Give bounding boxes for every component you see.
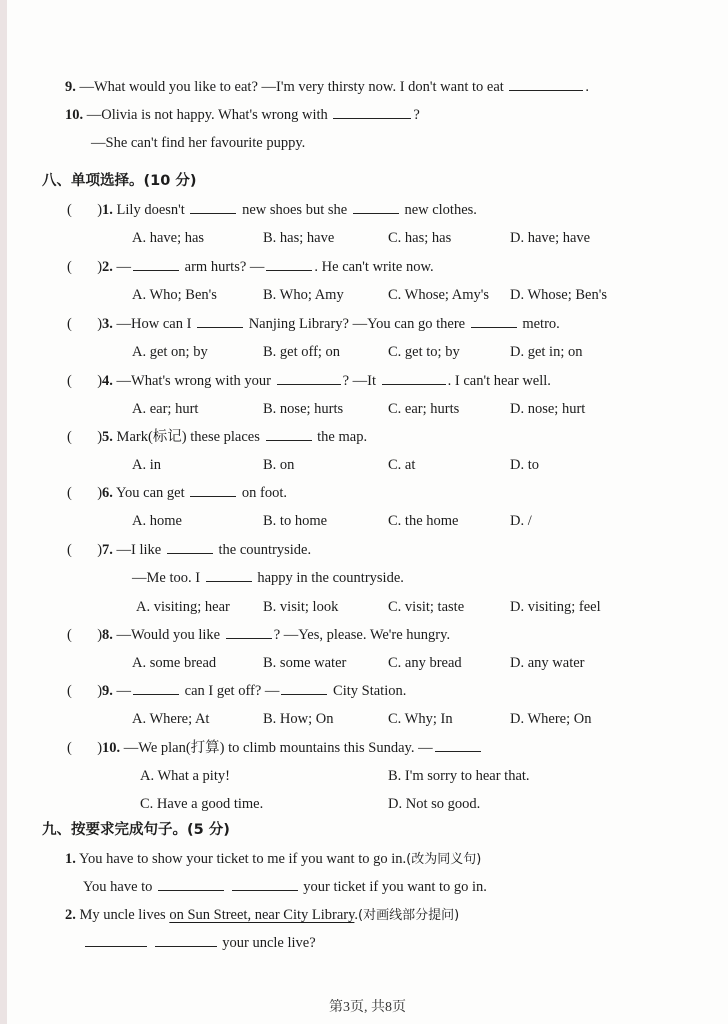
answer-paren[interactable]: ( ) <box>67 485 103 501</box>
answer-blank <box>266 258 312 271</box>
answer-paren[interactable]: ( ) <box>67 740 103 756</box>
option-b[interactable]: B. to home <box>263 513 328 529</box>
option-b[interactable]: B. some water <box>263 655 347 671</box>
option-a[interactable]: A. have; has <box>132 230 205 246</box>
question-7: ( )7. —I like the countryside. <box>67 542 312 558</box>
option-b[interactable]: B. get off; on <box>263 344 341 360</box>
answer-blank <box>435 739 481 752</box>
worksheet-page <box>7 0 728 1024</box>
option-d[interactable]: D. get in; on <box>510 344 583 360</box>
answer-blank <box>206 569 252 582</box>
prev-item-10-reply: —She can't find her favourite puppy. <box>91 135 306 151</box>
option-c[interactable]: C. Have a good time. <box>140 796 264 812</box>
answer-paren[interactable]: ( ) <box>67 373 103 389</box>
answer-blank <box>382 372 446 385</box>
answer-paren[interactable]: ( ) <box>67 627 103 643</box>
answer-blank <box>167 541 213 554</box>
option-a[interactable]: A. Who; Ben's <box>132 287 217 303</box>
answer-blank <box>133 682 179 695</box>
question-4: ( )4. —What's wrong with your ? —It . I can't hear well. <box>67 373 551 389</box>
question-5: ( )5. Mark(标记) these places the map. <box>67 429 368 445</box>
sentence-2: 2. My uncle lives on Sun Street, near City Library.(对画线部分提问) <box>65 907 460 923</box>
question-8: ( )8. —Would you like ? —Yes, please. We're hungry. <box>67 627 451 643</box>
option-a[interactable]: A. in <box>132 457 161 473</box>
answer-blank[interactable] <box>232 878 298 891</box>
answer-blank <box>190 201 236 214</box>
option-a[interactable]: A. some bread <box>132 655 217 671</box>
option-c[interactable]: C. ear; hurts <box>388 401 460 417</box>
option-d[interactable]: D. have; have <box>510 230 591 246</box>
option-d[interactable]: D. any water <box>510 655 585 671</box>
answer-paren[interactable]: ( ) <box>67 542 103 558</box>
option-d[interactable]: D. / <box>510 513 532 529</box>
answer-blank[interactable] <box>155 934 217 947</box>
option-a[interactable]: A. home <box>132 513 182 529</box>
option-b[interactable]: B. has; have <box>263 230 335 246</box>
answer-blank <box>197 315 243 328</box>
section-8-title: 八、单项选择。(10 分) <box>42 173 197 189</box>
option-c[interactable]: C. get to; by <box>388 344 460 360</box>
question-6: ( )6. You can get on foot. <box>67 485 287 501</box>
answer-blank <box>226 626 272 639</box>
option-b[interactable]: B. nose; hurts <box>263 401 344 417</box>
prev-item-10: 10. —Olivia is not happy. What's wrong with ? <box>65 107 420 123</box>
option-a[interactable]: A. visiting; hear <box>136 599 230 615</box>
option-c[interactable]: C. any bread <box>388 655 462 671</box>
question-10: ( )10. —We plan(打算) to climb mountains this Sunday. — <box>67 739 483 757</box>
option-d[interactable]: D. Whose; Ben's <box>510 287 607 303</box>
question-9: ( )9. — can I get off? — City Station. <box>67 683 407 699</box>
option-b[interactable]: B. How; On <box>263 711 334 727</box>
option-b[interactable]: B. Who; Amy <box>263 287 344 303</box>
option-a[interactable]: A. What a pity! <box>140 768 230 784</box>
sentence-2-answer: your uncle live? <box>83 934 316 952</box>
question-1: ( )1. Lily doesn't new shoes but she new clothes. <box>67 202 477 218</box>
sentence-1: 1. You have to show your ticket to me if you want to go in.(改为同义句) <box>65 851 482 867</box>
answer-paren[interactable]: ( ) <box>67 429 103 445</box>
answer-blank[interactable] <box>509 78 583 91</box>
answer-blank[interactable] <box>85 934 147 947</box>
answer-paren[interactable]: ( ) <box>67 316 103 332</box>
answer-paren[interactable]: ( ) <box>67 202 103 218</box>
option-b[interactable]: B. I'm sorry to hear that. <box>388 768 530 784</box>
option-c[interactable]: C. has; has <box>388 230 452 246</box>
answer-paren[interactable]: ( ) <box>67 683 103 699</box>
question-2: ( )2. — arm hurts? — . He can't write now. <box>67 259 434 275</box>
sentence-1-answer: You have to your ticket if you want to go in. <box>83 879 487 895</box>
option-c[interactable]: C. Whose; Amy's <box>388 287 490 303</box>
page-number: 第3页, 共8页 <box>329 1000 406 1015</box>
answer-blank[interactable] <box>158 878 224 891</box>
question-7-reply: —Me too. I happy in the countryside. <box>132 570 404 586</box>
section-9-title: 九、按要求完成句子。(5 分) <box>42 822 230 838</box>
option-c[interactable]: C. visit; taste <box>388 599 465 615</box>
option-c[interactable]: C. Why; In <box>388 711 453 727</box>
answer-blank <box>190 484 236 497</box>
answer-blank <box>266 428 312 441</box>
option-d[interactable]: D. Where; On <box>510 711 592 727</box>
option-c[interactable]: C. the home <box>388 513 459 529</box>
option-b[interactable]: B. visit; look <box>263 599 339 615</box>
option-b[interactable]: B. on <box>263 457 295 473</box>
answer-blank <box>133 258 179 271</box>
option-a[interactable]: A. get on; by <box>132 344 208 360</box>
option-c[interactable]: C. at <box>388 457 416 473</box>
answer-blank <box>281 682 327 695</box>
option-d[interactable]: D. nose; hurt <box>510 401 586 417</box>
option-d[interactable]: D. to <box>510 457 539 473</box>
option-a[interactable]: A. ear; hurt <box>132 401 199 417</box>
answer-blank <box>353 201 399 214</box>
underlined-phrase: on Sun Street, near City Library <box>169 907 355 923</box>
answer-blank[interactable] <box>333 106 411 119</box>
prev-item-9: 9. —What would you like to eat? —I'm very thirsty now. I don't want to eat . <box>65 79 590 95</box>
answer-paren[interactable]: ( ) <box>67 259 103 275</box>
option-a[interactable]: A. Where; At <box>132 711 210 727</box>
answer-blank <box>471 315 517 328</box>
option-d[interactable]: D. Not so good. <box>388 796 481 812</box>
answer-blank <box>277 372 341 385</box>
question-3: ( )3. —How can I Nanjing Library? —You can go there metro. <box>67 316 560 332</box>
option-d[interactable]: D. visiting; feel <box>510 599 601 615</box>
